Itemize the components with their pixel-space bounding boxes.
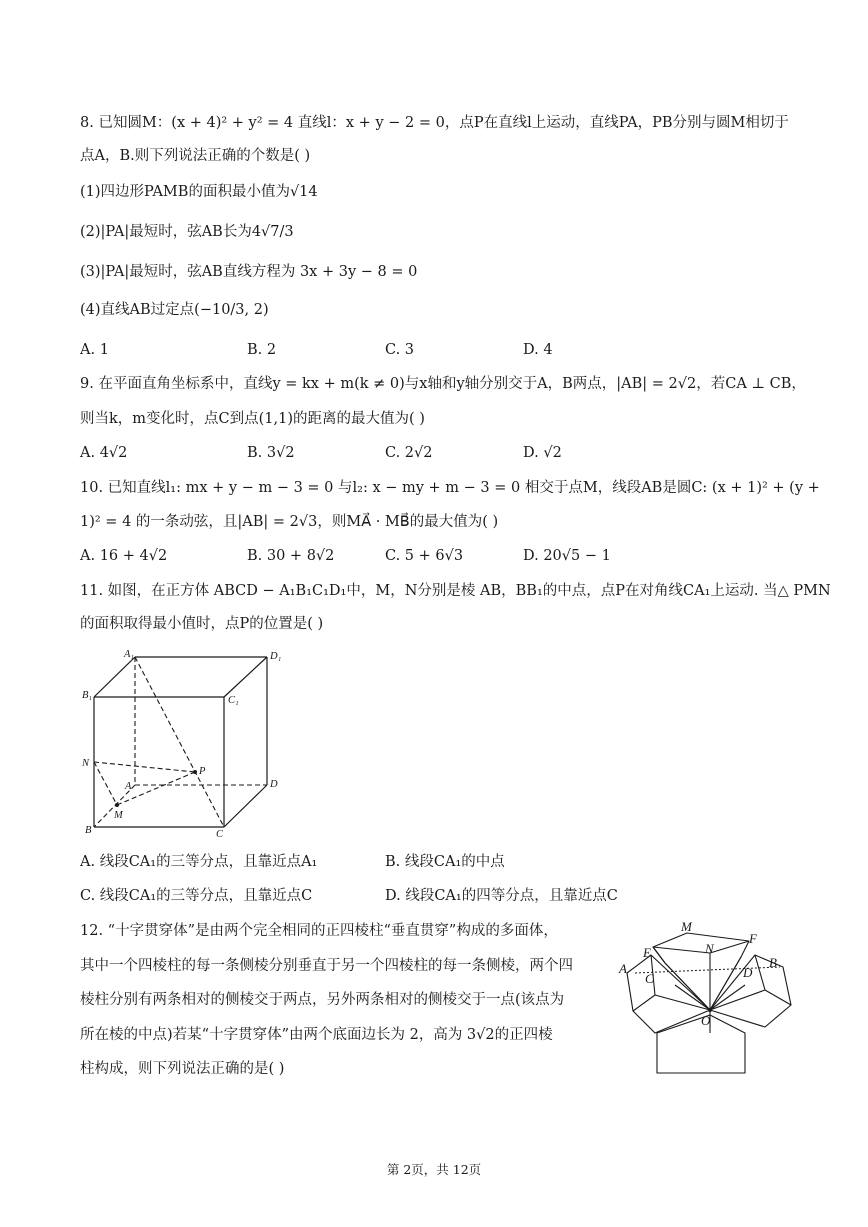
cross-label-e: E bbox=[643, 945, 651, 960]
cube-figure bbox=[80, 645, 290, 845]
cube-label-b: B bbox=[85, 825, 92, 836]
q8-statement-3: (3)|PA|最短时，弦AB直线方程为 3x + 3y − 8 = 0 bbox=[80, 264, 418, 280]
q10-option-b: B. 30 + 8√2 bbox=[247, 548, 335, 564]
q8-option-a: A. 1 bbox=[80, 342, 109, 358]
cube-label-p: P bbox=[199, 766, 206, 777]
cross-label-m: M bbox=[681, 919, 692, 934]
q12-line-4: 所在棱的中点)若某“十字贯穿体”由两个底面边长为 2，高为 3√2的正四棱 bbox=[80, 1027, 553, 1043]
q9-line-2: 则当k，m变化时，点C到点(1,1)的距离的最大值为( ) bbox=[80, 411, 425, 427]
cube-label-c1: C₁ bbox=[228, 695, 239, 706]
q11-option-c: C. 线段CA₁的三等分点，且靠近点C bbox=[80, 888, 313, 904]
page-footer: 第 2页，共 12页 bbox=[386, 1162, 482, 1177]
q8-option-c: C. 3 bbox=[385, 342, 415, 358]
q11-option-a: A. 线段CA₁的三等分点，且靠近点A₁ bbox=[80, 854, 318, 870]
q8-option-d: D. 4 bbox=[523, 342, 553, 358]
q10-option-a: A. 16 + 4√2 bbox=[80, 548, 168, 564]
q11-option-b: B. 线段CA₁的中点 bbox=[385, 854, 505, 870]
cross-solid-figure bbox=[615, 915, 795, 1085]
q9-option-a: A. 4√2 bbox=[80, 445, 128, 461]
q11-option-d: D. 线段CA₁的四等分点，且靠近点C bbox=[385, 888, 618, 904]
cube-label-b1: B₁ bbox=[82, 690, 93, 701]
q9-line-1: 9. 在平面直角坐标系中，直线y = kx + m(k ≠ 0)与x轴和y轴分别交于A，B两点，|AB| = 2√2，若CA ⊥ CB， bbox=[80, 376, 806, 392]
q10-option-c: C. 5 + 6√3 bbox=[385, 548, 464, 564]
q9-option-c: C. 2√2 bbox=[385, 445, 433, 461]
cross-label-b: B bbox=[769, 955, 777, 970]
q10-line-1: 10. 已知直线l₁: mx + y − m − 3 = 0 与l₂: x − my + m − 3 = 0 相交于点M，线段AB是圆C: (x + 1)² + (y + bbox=[80, 480, 820, 496]
q12-line-5: 柱构成，则下列说法正确的是( ) bbox=[80, 1061, 285, 1077]
q8-statement-2: (2)|PA|最短时，弦AB长为4√7/3 bbox=[80, 224, 294, 240]
cross-label-o: O bbox=[701, 1013, 711, 1028]
q8-option-b: B. 2 bbox=[247, 342, 277, 358]
cube-label-d: D bbox=[270, 779, 278, 790]
cube-label-m: M bbox=[114, 810, 123, 821]
q9-option-d: D. √2 bbox=[523, 445, 562, 461]
q9-option-b: B. 3√2 bbox=[247, 445, 295, 461]
cross-label-a: A bbox=[619, 961, 627, 976]
q8-statement-1: (1)四边形PAMB的面积最小值为√14 bbox=[80, 184, 318, 200]
q12-line-1: 12. “十字贯穿体”是由两个完全相同的正四棱柱“垂直贯穿”构成的多面体， bbox=[80, 923, 558, 939]
cube-label-n: N bbox=[82, 758, 90, 769]
cube-label-c: C bbox=[216, 829, 224, 840]
q8-line-2: 点A，B.则下列说法正确的个数是( ) bbox=[80, 148, 311, 164]
q10-option-d: D. 20√5 − 1 bbox=[523, 548, 611, 564]
q12-line-3: 棱柱分别有两条相对的侧棱交于两点，另外两条相对的侧棱交于一点(该点为 bbox=[80, 992, 565, 1008]
cross-label-n: N bbox=[705, 941, 714, 956]
cube-label-d1: D₁ bbox=[270, 651, 282, 662]
q8-statement-4: (4)直线AB过定点(−10/3, 2) bbox=[80, 302, 269, 318]
cross-label-d: D bbox=[743, 965, 753, 980]
cube-label-a: A bbox=[125, 781, 132, 792]
q11-line-2: 的面积取得最小值时，点P的位置是( ) bbox=[80, 616, 324, 632]
cross-label-c: C bbox=[645, 971, 654, 986]
q11-line-1: 11. 如图，在正方体 ABCD − A₁B₁C₁D₁中，M，N分别是棱 AB，BB₁的中点，点P在对角线CA₁上运动. 当△ PMN bbox=[80, 583, 831, 599]
q10-line-2: 1)² = 4 的一条动弦，且|AB| = 2√3，则MA⃗ · MB⃗的最大值为( ) bbox=[80, 514, 499, 530]
cube-label-a1: A₁ bbox=[124, 649, 135, 660]
cross-label-f: F bbox=[749, 931, 757, 946]
q12-line-2: 其中一个四棱柱的每一条侧棱分别垂直于另一个四棱柱的每一条侧棱，两个四 bbox=[80, 958, 573, 974]
q8-line-1: 8. 已知圆M：(x + 4)² + y² = 4 直线l：x + y − 2 = 0，点P在直线l上运动，直线PA，PB分别与圆M相切于 bbox=[80, 115, 789, 131]
